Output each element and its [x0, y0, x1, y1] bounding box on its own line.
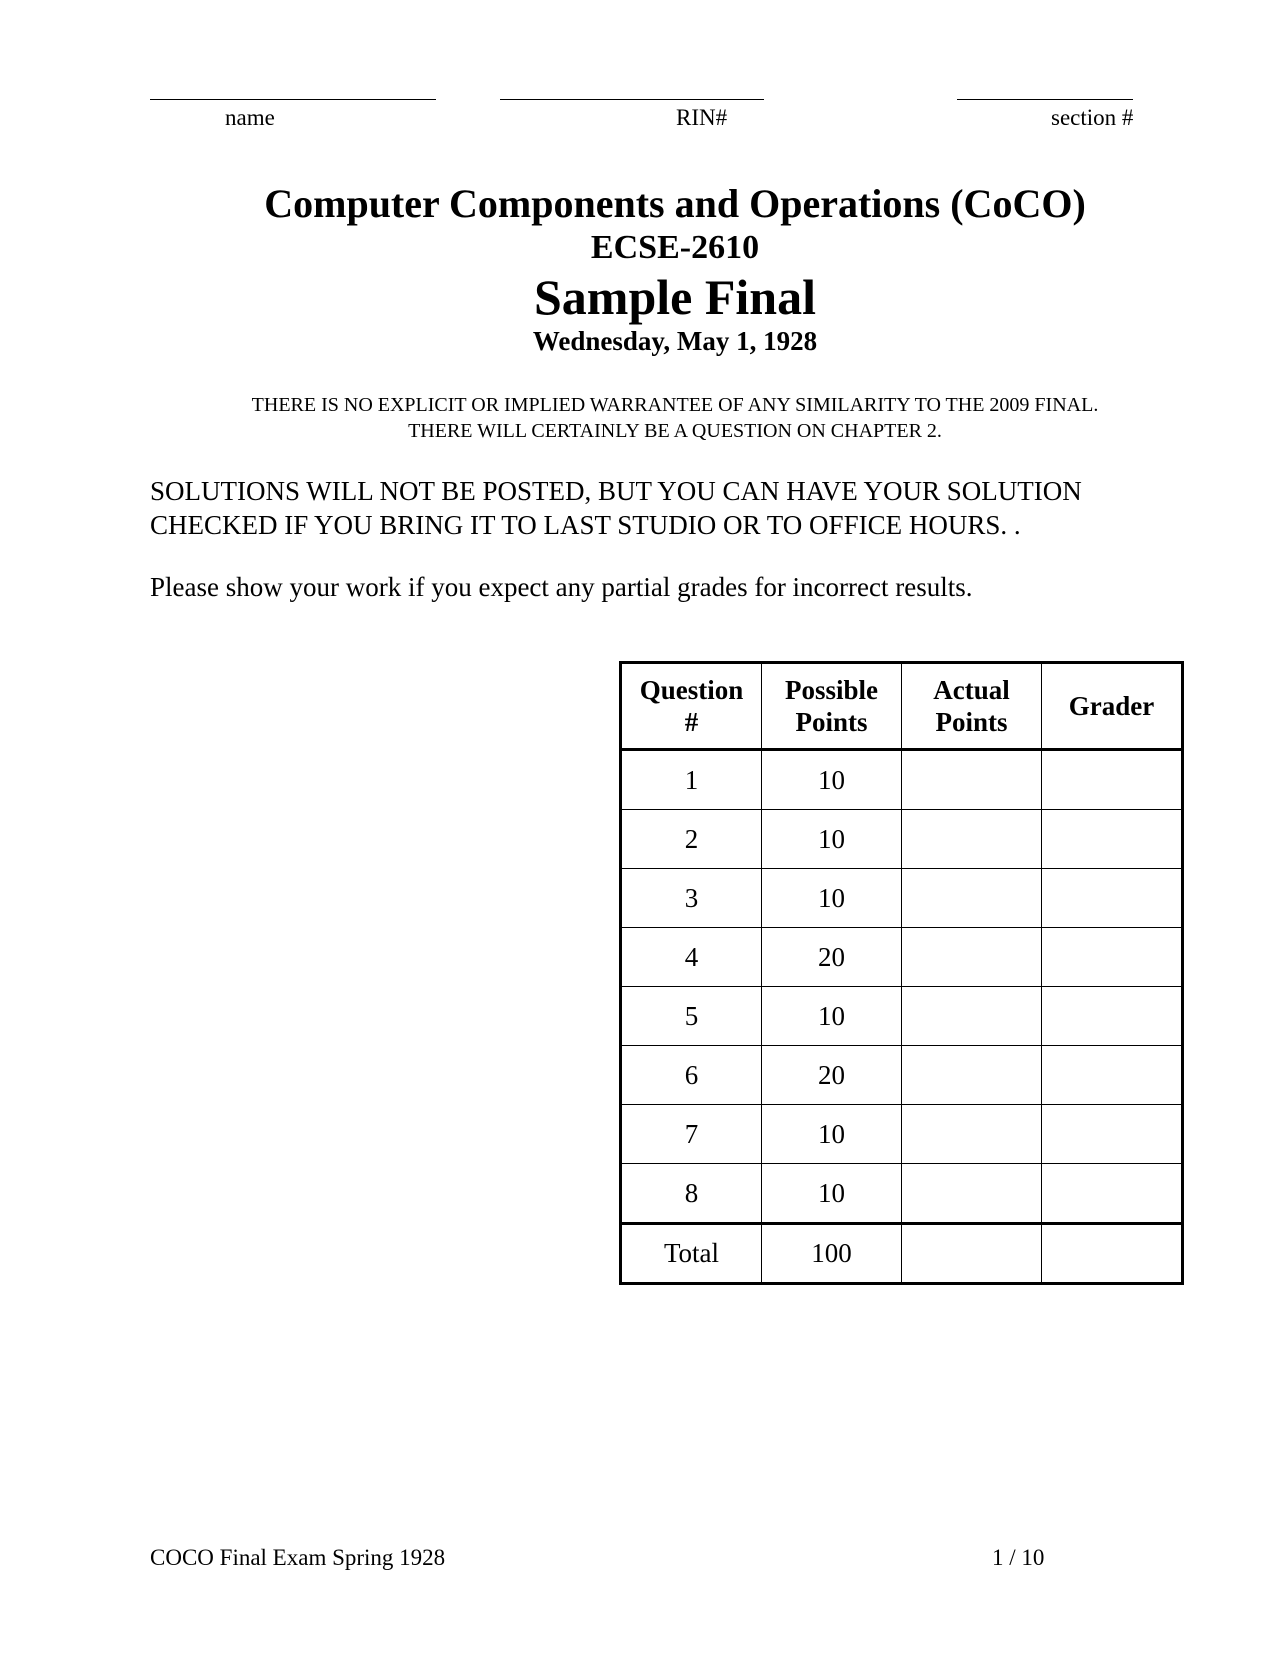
course-code: ECSE-2610: [590, 229, 760, 266]
table-row: [621, 869, 1183, 928]
total-possible-points: 100: [762, 1224, 902, 1284]
actual-points-cell[interactable]: [902, 750, 1042, 810]
section-label: section #: [1051, 105, 1134, 130]
grader-cell[interactable]: [1042, 750, 1183, 810]
disclaimer-line-1: THERE IS NO EXPLICIT OR IMPLIED WARRANTEE OF ANY SIMILARITY TO THE 2009 FINAL.: [251, 394, 1099, 416]
possible-points: 10: [762, 1164, 902, 1224]
question-number: 4: [621, 928, 762, 987]
question-number: 2: [621, 810, 762, 869]
name-label: name: [225, 105, 275, 130]
table-row: [621, 1164, 1183, 1224]
score-table-header-row: [621, 663, 1183, 750]
possible-points: 10: [762, 1105, 902, 1164]
possible-points: 10: [762, 869, 902, 928]
possible-points: 10: [762, 750, 902, 810]
table-row: [621, 750, 1183, 810]
actual-points-cell[interactable]: [902, 1105, 1042, 1164]
solutions-line-1: SOLUTIONS WILL NOT BE POSTED, BUT YOU CAN HAVE YOUR SOLUTION: [150, 476, 1082, 506]
total-row: [621, 1224, 1183, 1284]
actual-points-cell[interactable]: [902, 1164, 1042, 1224]
question-number: 8: [621, 1164, 762, 1224]
disclaimer-line-2: THERE WILL CERTAINLY BE A QUESTION ON CHAPTER 2.: [408, 420, 942, 442]
rin-blank-line: [500, 99, 764, 100]
header-grader: Grader: [1042, 663, 1183, 750]
table-row: [621, 987, 1183, 1046]
question-number: 1: [621, 750, 762, 810]
actual-points-cell[interactable]: [902, 1046, 1042, 1105]
footer-exam-name: COCO Final Exam Spring 1928: [150, 1545, 446, 1570]
actual-points-cell[interactable]: [902, 810, 1042, 869]
header-actual-points: Actual Points: [902, 663, 1042, 750]
score-table: [619, 661, 1184, 1285]
grader-cell[interactable]: [1042, 1105, 1183, 1164]
possible-points: 20: [762, 1046, 902, 1105]
grader-cell[interactable]: [1042, 810, 1183, 869]
section-blank-line: [957, 99, 1133, 100]
header-possible-points: Possible Points: [762, 663, 902, 750]
actual-points-cell[interactable]: [902, 928, 1042, 987]
total-label: Total: [621, 1224, 762, 1284]
question-number: 3: [621, 869, 762, 928]
instructions-text: Please show your work if you expect any partial grades for incorrect results.: [150, 572, 973, 602]
grader-cell[interactable]: [1042, 869, 1183, 928]
exam-date: Wednesday, May 1, 1928: [532, 326, 818, 356]
page-number: 1 / 10: [992, 1545, 1045, 1570]
possible-points: 10: [762, 987, 902, 1046]
table-row: [621, 1105, 1183, 1164]
table-row: [621, 1046, 1183, 1105]
grader-cell[interactable]: [1042, 928, 1183, 987]
exam-title: Sample Final: [534, 269, 816, 325]
name-blank-line: [150, 99, 436, 100]
course-title: Computer Components and Operations (CoCO): [264, 181, 1086, 226]
question-number: 7: [621, 1105, 762, 1164]
solutions-line-2: CHECKED IF YOU BRING IT TO LAST STUDIO OR TO OFFICE HOURS. .: [150, 510, 1021, 540]
grader-cell[interactable]: [1042, 1046, 1183, 1105]
actual-points-cell[interactable]: [902, 869, 1042, 928]
question-number: 6: [621, 1046, 762, 1105]
total-actual-points-cell[interactable]: [902, 1224, 1042, 1284]
table-row: [621, 810, 1183, 869]
possible-points: 20: [762, 928, 902, 987]
grader-cell[interactable]: [1042, 987, 1183, 1046]
question-number: 5: [621, 987, 762, 1046]
rin-label: RIN#: [676, 105, 728, 130]
actual-points-cell[interactable]: [902, 987, 1042, 1046]
table-row: [621, 928, 1183, 987]
possible-points: 10: [762, 810, 902, 869]
total-grader-cell[interactable]: [1042, 1224, 1183, 1284]
header-question: Question #: [621, 663, 762, 750]
grader-cell[interactable]: [1042, 1164, 1183, 1224]
